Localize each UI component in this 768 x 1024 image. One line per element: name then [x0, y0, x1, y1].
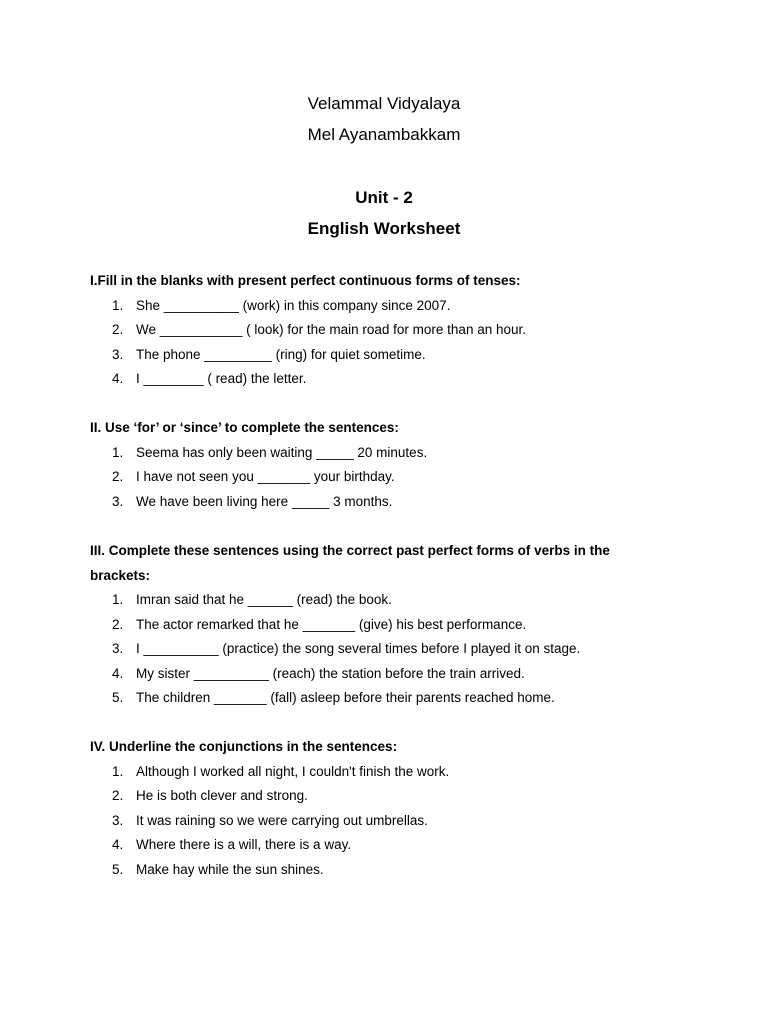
question-item: 3. The phone _________ (ring) for quiet sometime. — [112, 346, 426, 362]
question-text: It was raining so we were carrying out umbrellas. — [136, 812, 428, 828]
question-item: 2. He is both clever and strong. — [112, 788, 308, 803]
question-item: 3. It was raining so we were carrying out umbrellas. — [112, 812, 428, 828]
question-item: 4. My sister __________ (reach) the station before the train arrived. — [112, 665, 525, 681]
question-item: 3. We have been living here _____ 3 months. — [112, 493, 393, 509]
question-text: Seema has only been waiting _____ 20 minutes. — [136, 444, 428, 460]
section-title: I.Fill in the blanks with present perfect continuous forms of tenses: — [90, 273, 521, 288]
question-text: The children _______ (fall) asleep before their parents reached home. — [136, 690, 555, 705]
question-list — [90, 441, 650, 515]
question-text: My sister __________ (reach) the station before the train arrived. — [136, 665, 525, 681]
worksheet-header — [0, 182, 768, 244]
question-text: We have been living here _____ 3 months. — [136, 493, 393, 509]
section-title: II. Use ‘for’ or ‘since’ to complete the sentences: — [90, 420, 399, 435]
question-list — [90, 294, 650, 392]
question-item: 5. Make hay while the sun shines. — [112, 861, 324, 877]
question-item: 1. Imran said that he ______ (read) the book. — [112, 592, 392, 607]
question-text: The phone _________ (ring) for quiet sometime. — [136, 346, 426, 362]
question-item: 4. I ________ ( read) the letter. — [112, 371, 307, 386]
school-name: Velammal Vidyalaya — [307, 94, 461, 113]
section-title: IV. Underline the conjunctions in the sentences: — [90, 739, 398, 754]
question-list — [90, 760, 650, 883]
school-location: Mel Ayanambakkam — [307, 125, 461, 144]
question-item: 1. Seema has only been waiting _____ 20 minutes. — [112, 444, 428, 460]
question-text: He is both clever and strong. — [136, 788, 308, 803]
question-item: 5. The children _______ (fall) asleep before their parents reached home. — [112, 690, 555, 705]
question-list — [90, 588, 650, 711]
question-item: 2. The actor remarked that he _______ (give) his best performance. — [112, 616, 527, 632]
question-item: 3. I __________ (practice) the song several times before I played it on stage. — [112, 641, 581, 656]
school-header — [0, 88, 768, 150]
question-text: Although I worked all night, I couldn't finish the work. — [136, 763, 450, 779]
question-text: I __________ (practice) the song several times before I played it on stage. — [136, 641, 581, 656]
unit-title: Unit - 2 — [355, 188, 413, 207]
question-text: I have not seen you _______ your birthday. — [136, 469, 395, 484]
section-title: III. Complete these sentences using the correct past perfect forms of verbs in the brackets: — [90, 543, 610, 583]
question-text: Imran said that he ______ (read) the book. — [136, 592, 392, 607]
question-text: Where there is a will, there is a way. — [136, 837, 352, 852]
question-text: She __________ (work) in this company since 2007. — [136, 297, 451, 313]
question-item: 4. Where there is a will, there is a way. — [112, 837, 352, 852]
question-item: 1. She __________ (work) in this company since 2007. — [112, 297, 451, 313]
question-text: I ________ ( read) the letter. — [136, 371, 307, 386]
question-item: 2. We ___________ ( look) for the main road for more than an hour. — [112, 322, 526, 337]
section-1 — [90, 269, 650, 392]
section-3 — [90, 539, 650, 711]
section-2 — [90, 416, 650, 514]
section-4 — [90, 735, 650, 882]
question-text: We ___________ ( look) for the main road for more than an hour. — [136, 322, 526, 337]
question-item: 2. I have not seen you _______ your birthday. — [112, 469, 395, 484]
question-text: Make hay while the sun shines. — [136, 861, 324, 877]
worksheet-title: English Worksheet — [307, 219, 461, 238]
question-text: The actor remarked that he _______ (give) his best performance. — [136, 616, 527, 632]
question-item: 1. Although I worked all night, I couldn't finish the work. — [112, 763, 450, 779]
